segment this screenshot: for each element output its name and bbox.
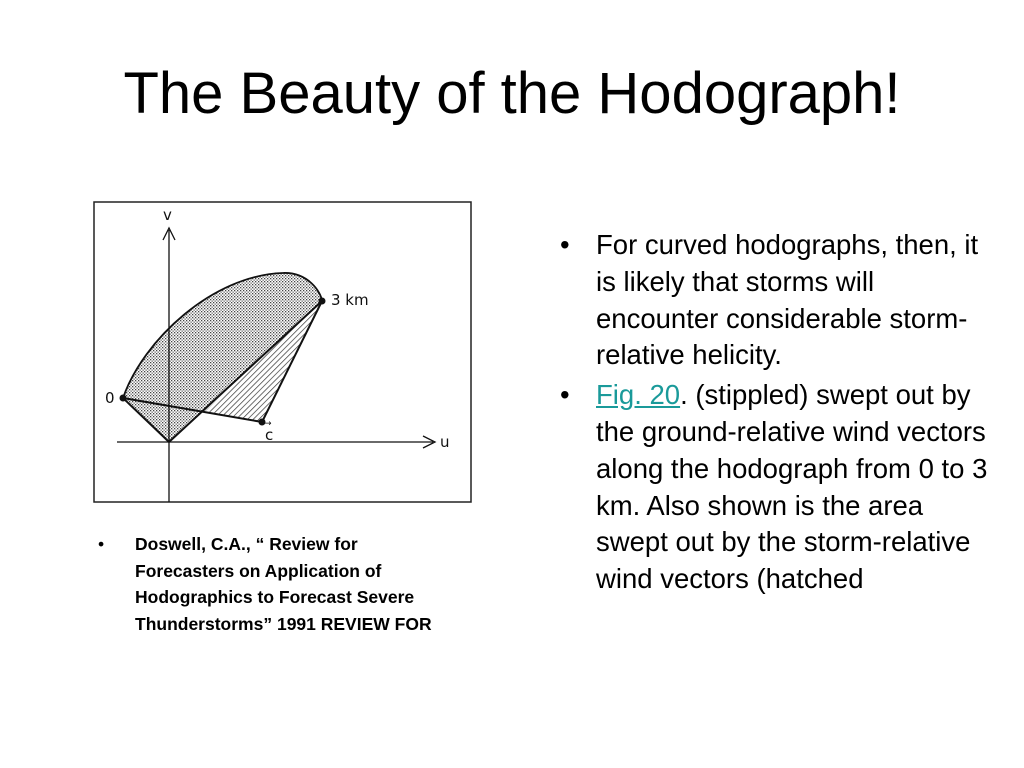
- hodograph-figure: [93, 200, 473, 504]
- figure-caption: [98, 531, 443, 637]
- bullet-item-2-text: . (stippled) swept out by the ground-relative wind vectors along the hodograph from 0 to 3 km. Also shown is the area swept out by the storm-relative wind vectors (hatched: [596, 379, 988, 595]
- point-c-overbar: →: [264, 419, 272, 429]
- bullet-item-2: [560, 377, 1000, 598]
- bullet-list: [560, 227, 1000, 601]
- axis-u-label: u: [440, 433, 450, 451]
- axis-v-label: v: [163, 206, 172, 224]
- slide-title: The Beauty of the Hodograph!: [123, 61, 901, 126]
- point-3km-dot: [319, 298, 326, 305]
- point-0-label: 0: [105, 389, 115, 407]
- point-0-dot: [120, 395, 127, 402]
- fig-20-link[interactable]: Fig. 20: [596, 379, 681, 411]
- point-3km-label: 3 km: [331, 291, 369, 309]
- bullet-item-1: • For curved hodographs, then, it is likely that storms will encounter considerable storm-relative helicity.: [560, 227, 1000, 374]
- point-c-label: c: [265, 426, 274, 444]
- caption-item: • Doswell, C.A., “ Review for Forecasters on Application of Hodographics to Forecast Severe Thunderstorms” 1991 REVIEW FOR: [98, 531, 443, 637]
